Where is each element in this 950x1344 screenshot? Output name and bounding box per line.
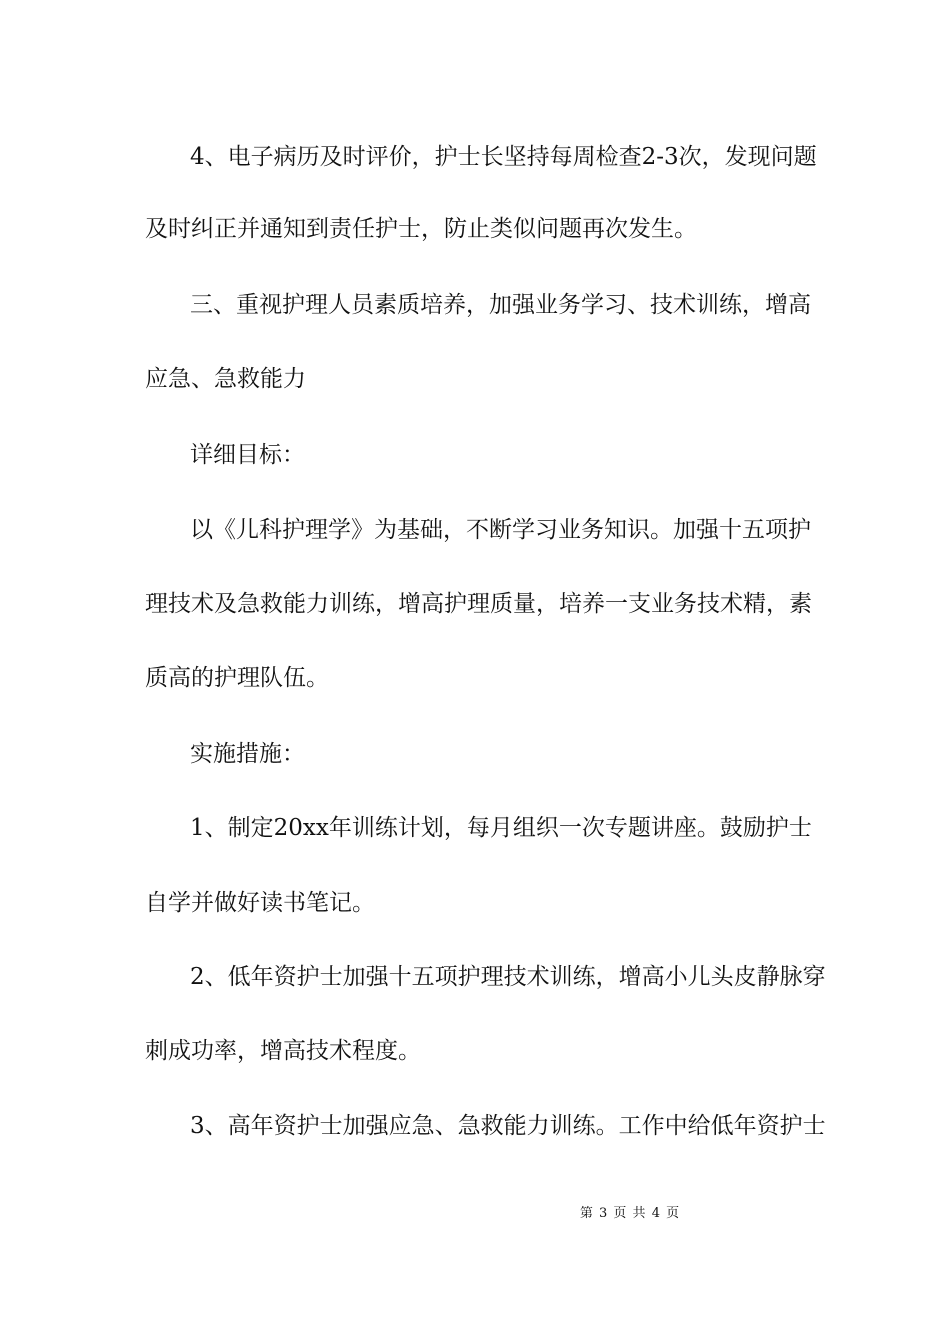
paragraph-line: 质高的护理队伍。 [145,665,329,691]
subheading: 详细目标： [190,442,305,468]
section-heading-line: 三、重视护理人员素质培养，加强业务学习、技术训练，增高 [190,292,811,318]
paragraph-line: 2、低年资护士加强十五项护理技术训练，增高小儿头皮静脉穿 [190,964,826,990]
section-heading-line: 应急、急救能力 [145,366,306,392]
paragraph-line: 及时纠正并通知到责任护士，防止类似问题再次发生。 [145,216,697,242]
subheading: 实施措施： [190,741,305,767]
paragraph-line: 3、高年资护士加强应急、急救能力训练。工作中给低年资护士 [190,1113,826,1139]
paragraph-line: 理技术及急救能力训练，增高护理质量，培养一支业务技术精，素 [145,591,812,617]
paragraph-line: 自学并做好读书笔记。 [145,890,375,916]
paragraph-line: 以《儿科护理学》为基础，不断学习业务知识。加强十五项护 [190,517,811,543]
paragraph-line: 4、电子病历及时评价，护士长坚持每周检查2-3次，发现问题 [190,144,817,170]
paragraph-line: 1、制定20xx年训练计划，每月组织一次专题讲座。鼓励护士 [190,815,812,841]
page-number: 第 3 页 共 4 页 [579,1206,681,1221]
paragraph-line: 刺成功率，增高技术程度。 [145,1038,421,1064]
